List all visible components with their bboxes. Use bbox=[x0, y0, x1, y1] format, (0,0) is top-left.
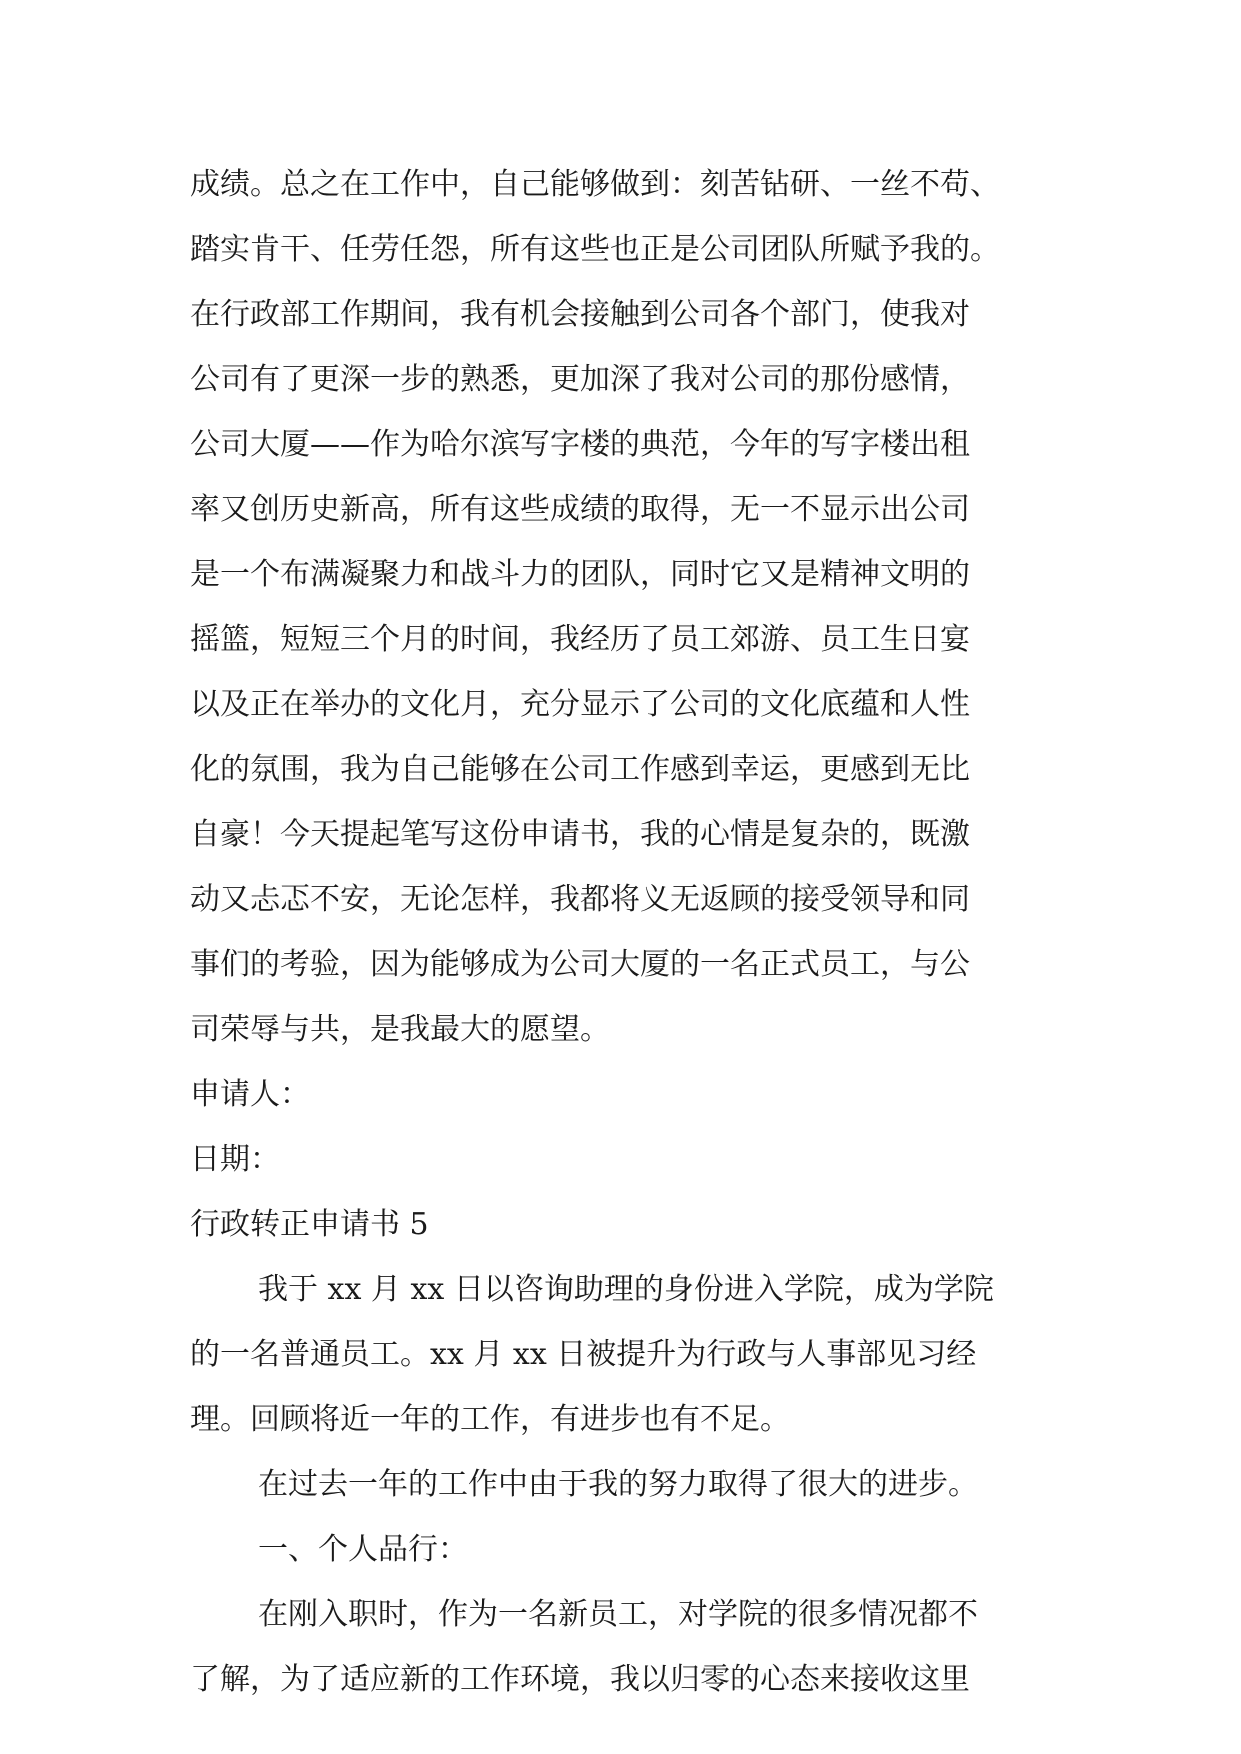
text-line: 公司大厦——作为哈尔滨写字楼的典范，今年的写字楼出租 bbox=[190, 427, 970, 462]
text-line: 我于 xx 月 xx 日以咨询助理的身份进入学院，成为学院 bbox=[258, 1272, 994, 1307]
subheading: 一、个人品行： bbox=[258, 1532, 468, 1567]
text-line: 以及正在举办的文化月，充分显示了公司的文化底蕴和人性 bbox=[190, 687, 970, 722]
text-line: 率又创历史新高，所有这些成绩的取得，无一不显示出公司 bbox=[190, 492, 970, 527]
text-line: 踏实肯干、任劳任怨，所有这些也正是公司团队所赋予我的。 bbox=[190, 232, 1000, 267]
date-label: 日期： bbox=[190, 1142, 280, 1177]
text-line: 事们的考验，因为能够成为公司大厦的一名正式员工，与公 bbox=[190, 947, 970, 982]
text-line: 了解，为了适应新的工作环境，我以归零的心态来接收这里 bbox=[190, 1662, 970, 1697]
text-line: 公司有了更深一步的熟悉，更加深了我对公司的那份感情， bbox=[190, 362, 970, 397]
text-line: 是一个布满凝聚力和战斗力的团队，同时它又是精神文明的 bbox=[190, 557, 970, 592]
text-line: 理。回顾将近一年的工作，有进步也有不足。 bbox=[190, 1402, 790, 1437]
text-line: 摇篮，短短三个月的时间，我经历了员工郊游、员工生日宴 bbox=[190, 622, 970, 657]
text-line: 动又忐忑不安，无论怎样，我都将义无返顾的接受领导和同 bbox=[190, 882, 970, 917]
text-line: 司荣辱与共，是我最大的愿望。 bbox=[190, 1012, 610, 1047]
text-line: 自豪！今天提起笔写这份申请书，我的心情是复杂的，既激 bbox=[190, 817, 970, 852]
text-line: 成绩。总之在工作中，自己能够做到：刻苦钻研、一丝不苟、 bbox=[190, 167, 1000, 202]
applicant-label: 申请人： bbox=[190, 1077, 310, 1112]
text-line: 化的氛围，我为自己能够在公司工作感到幸运，更感到无比 bbox=[190, 752, 970, 787]
text-line: 在行政部工作期间，我有机会接触到公司各个部门，使我对 bbox=[190, 297, 970, 332]
text-line: 在刚入职时，作为一名新员工，对学院的很多情况都不 bbox=[258, 1597, 978, 1632]
text-line: 在过去一年的工作中由于我的努力取得了很大的进步。 bbox=[258, 1467, 978, 1502]
text-line: 的一名普通员工。xx 月 xx 日被提升为行政与人事部见习经 bbox=[190, 1337, 977, 1372]
section-title: 行政转正申请书 5 bbox=[190, 1207, 429, 1242]
